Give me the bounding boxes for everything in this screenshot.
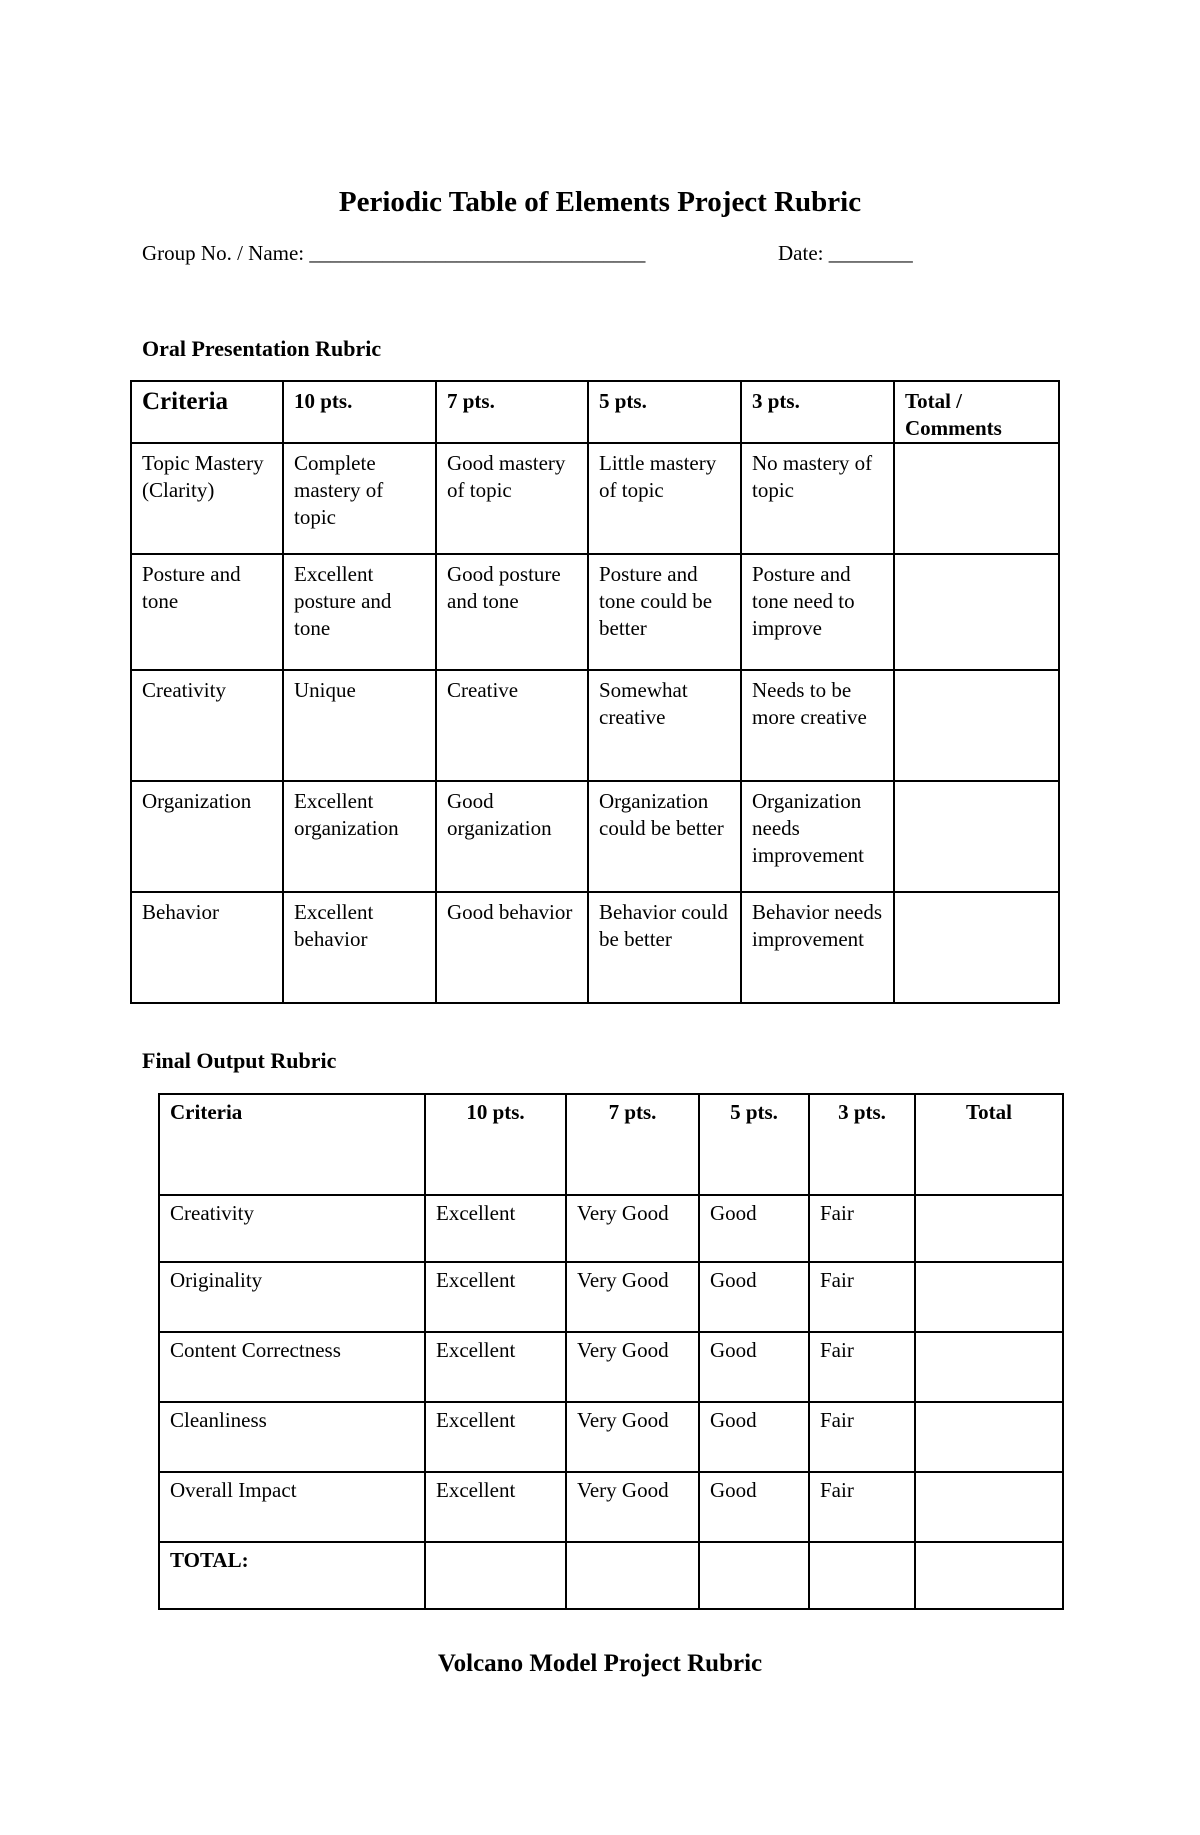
table-row xyxy=(159,1402,1063,1472)
column-header: 3 pts. xyxy=(741,381,894,443)
table-cell xyxy=(915,1262,1063,1332)
column-header: Total / Comments xyxy=(894,381,1059,443)
table-cell: Posture and tone need to improve xyxy=(741,554,894,670)
table-cell: Behavior could be better xyxy=(588,892,741,1003)
table-cell xyxy=(894,443,1059,554)
criteria-cell: Posture and tone xyxy=(131,554,283,670)
table-row xyxy=(131,554,1059,670)
table-cell: Fair xyxy=(809,1195,915,1262)
criteria-cell: Creativity xyxy=(131,670,283,781)
column-header: Criteria xyxy=(159,1094,425,1195)
table-cell xyxy=(915,1472,1063,1542)
table-cell: Excellent xyxy=(425,1262,566,1332)
table-cell: Good xyxy=(699,1332,809,1402)
table-cell: Excellent xyxy=(425,1195,566,1262)
oral-rubric-heading: Oral Presentation Rubric xyxy=(142,336,382,361)
column-header: 5 pts. xyxy=(699,1094,809,1195)
column-header: 3 pts. xyxy=(809,1094,915,1195)
table-cell: Excellent xyxy=(425,1402,566,1472)
table-row xyxy=(159,1195,1063,1262)
table-cell xyxy=(915,1542,1063,1609)
table-cell: Needs to be more creative xyxy=(741,670,894,781)
table-cell: Good posture and tone xyxy=(436,554,588,670)
table-cell: Good mastery of topic xyxy=(436,443,588,554)
table-cell: Good xyxy=(699,1402,809,1472)
table-cell: Little mastery of topic xyxy=(588,443,741,554)
table-cell: No mastery of topic xyxy=(741,443,894,554)
table-row xyxy=(159,1472,1063,1542)
table-cell xyxy=(915,1195,1063,1262)
criteria-cell: Creativity xyxy=(159,1195,425,1262)
table-cell: Excellent posture and tone xyxy=(283,554,436,670)
table-row xyxy=(131,781,1059,892)
table-cell: Excellent organization xyxy=(283,781,436,892)
criteria-cell: Topic Mastery (Clarity) xyxy=(131,443,283,554)
table-cell: Fair xyxy=(809,1332,915,1402)
final-rubric-heading: Final Output Rubric xyxy=(142,1048,337,1073)
criteria-cell: Cleanliness xyxy=(159,1402,425,1472)
document-title: Periodic Table of Elements Project Rubric xyxy=(338,186,862,218)
column-header: Total xyxy=(915,1094,1063,1195)
table-cell: Good xyxy=(699,1195,809,1262)
criteria-cell: Overall Impact xyxy=(159,1472,425,1542)
table-cell xyxy=(915,1332,1063,1402)
table-row xyxy=(159,1332,1063,1402)
criteria-cell: TOTAL: xyxy=(159,1542,425,1609)
table-cell: Very Good xyxy=(566,1332,699,1402)
table-cell: Very Good xyxy=(566,1195,699,1262)
table-cell: Excellent xyxy=(425,1472,566,1542)
table-cell: Good behavior xyxy=(436,892,588,1003)
table-cell xyxy=(894,554,1059,670)
header-row xyxy=(159,1094,1063,1195)
next-rubric-title: Volcano Model Project Rubric xyxy=(437,1650,763,1677)
table-cell xyxy=(809,1542,915,1609)
table-cell xyxy=(894,670,1059,781)
table-cell: Fair xyxy=(809,1402,915,1472)
criteria-cell: Originality xyxy=(159,1262,425,1332)
table-cell xyxy=(425,1542,566,1609)
table-cell: Excellent xyxy=(425,1332,566,1402)
table-cell xyxy=(915,1402,1063,1472)
final-rubric-table xyxy=(158,1093,1064,1610)
table-cell: Fair xyxy=(809,1262,915,1332)
table-cell: Excellent behavior xyxy=(283,892,436,1003)
criteria-cell: Content Correctness xyxy=(159,1332,425,1402)
table-cell: Posture and tone could be better xyxy=(588,554,741,670)
group-name-field: Group No. / Name: ________________________________ xyxy=(142,241,646,265)
table-cell: Good xyxy=(699,1262,809,1332)
table-cell: Creative xyxy=(436,670,588,781)
criteria-cell: Organization xyxy=(131,781,283,892)
table-cell: Very Good xyxy=(566,1262,699,1332)
table-cell: Very Good xyxy=(566,1472,699,1542)
table-cell: Organization could be better xyxy=(588,781,741,892)
table-cell xyxy=(566,1542,699,1609)
criteria-cell: Behavior xyxy=(131,892,283,1003)
table-row xyxy=(131,892,1059,1003)
column-header: Criteria xyxy=(131,381,283,443)
column-header: 7 pts. xyxy=(436,381,588,443)
table-row xyxy=(131,670,1059,781)
table-cell xyxy=(894,781,1059,892)
table-cell: Very Good xyxy=(566,1402,699,1472)
column-header: 5 pts. xyxy=(588,381,741,443)
column-header: 10 pts. xyxy=(425,1094,566,1195)
table-cell: Organization needs improvement xyxy=(741,781,894,892)
column-header: 7 pts. xyxy=(566,1094,699,1195)
table-cell: Good organization xyxy=(436,781,588,892)
table-cell: Fair xyxy=(809,1472,915,1542)
date-field: Date: ________ xyxy=(778,241,913,265)
table-row xyxy=(159,1262,1063,1332)
column-header: 10 pts. xyxy=(283,381,436,443)
table-row xyxy=(159,1542,1063,1609)
table-cell: Unique xyxy=(283,670,436,781)
header-row xyxy=(131,381,1059,443)
oral-rubric-table xyxy=(130,380,1060,1004)
table-cell: Good xyxy=(699,1472,809,1542)
table-cell: Behavior needs improvement xyxy=(741,892,894,1003)
table-row xyxy=(131,443,1059,554)
table-cell: Complete mastery of topic xyxy=(283,443,436,554)
table-cell xyxy=(894,892,1059,1003)
table-cell xyxy=(699,1542,809,1609)
table-cell: Somewhat creative xyxy=(588,670,741,781)
